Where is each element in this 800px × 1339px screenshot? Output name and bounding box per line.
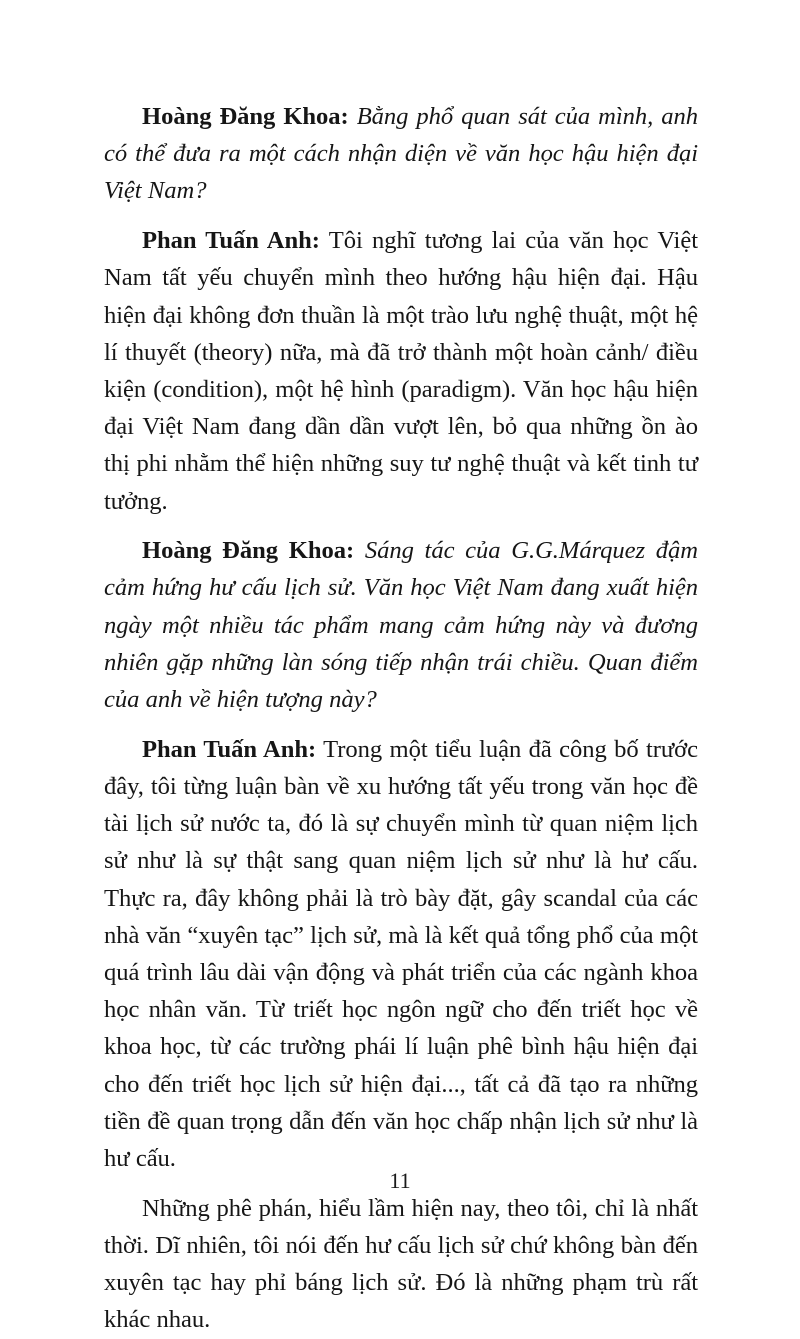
paragraph-answer-2-continued <box>104 1190 698 1339</box>
paragraph-answer-2-text: Trong một tiểu luận đã công bố trước đây, tôi từng luận bàn về xu hướng tất yếu trong văn học đề tài lịch sử nước ta, đó là sự chuyển mình từ quan niệm lịch sử như là sự thật sang quan niệm lịch sử như là hư cấu. Thực ra, đây không phải là trò bày đặt, gây scandal của các nhà văn “xuyên tạc” lịch sử, mà là kết quả tổng phổ của một quá trình lâu dài vận động và phát triển của các ngành khoa học nhân văn. Từ triết học ngôn ngữ cho đến triết học về khoa học, từ các trường phái lí luận phê bình hậu hiện đại cho đến triết học lịch sử hiện đại..., tất cả đã tạo ra những tiền đề quan trọng dẫn đến văn học chấp nhận lịch sử như là hư cấu. <box>104 735 698 1172</box>
paragraph-question-2 <box>104 532 698 718</box>
page-text-block <box>104 98 698 1339</box>
paragraph-answer-2-continued-text: Những phê phán, hiểu lầm hiện nay, theo tôi, chỉ là nhất thời. Dĩ nhiên, tôi nói đến hư cấu lịch sử chứ không bàn đến xuyên tạc hay phỉ báng lịch sử. Đó là những phạm trù rất khác nhau. <box>104 1194 698 1334</box>
paragraph-answer-1-text: Tôi nghĩ tương lai của văn học Việt Nam tất yếu chuyển mình theo hướng hậu hiện đại. Hậu hiện đại không đơn thuần là một trào lưu nghệ thuật, một hệ lí thuyết (theory) nữa, mà đã trở thành một hoàn cảnh/ điều kiện (condition), một hệ hình (paradigm). Văn học hậu hiện đại Việt Nam đang dần dần vượt lên, bỏ qua những ồn ào thị phi nhằm thể hiện những suy tư nghệ thuật và kết tinh tư tưởng. <box>104 227 698 515</box>
paragraph-answer-1 <box>104 222 698 520</box>
speaker-label-interviewer-1: Hoàng Đăng Khoa: <box>142 103 349 130</box>
paragraph-question-1 <box>104 98 698 210</box>
speaker-label-interviewee-2: Phan Tuấn Anh: <box>142 735 317 763</box>
paragraph-question-1-text: Bằng phổ quan sát của mình, anh có thể đưa ra một cách nhận diện về văn học hậu hiện đại Việt Nam? <box>104 103 698 205</box>
speaker-label-interviewee-1: Phan Tuấn Anh: <box>142 227 320 255</box>
speaker-label-interviewer-2: Hoàng Đăng Khoa: <box>142 537 355 565</box>
paragraph-question-2-text: Sáng tác của G.G.Márquez đậm cảm hứng hư cấu lịch sử. Văn học Việt Nam đang xuất hiện ngày một nhiều tác phẩm mang cảm hứng này và đương nhiên gặp những làn sóng tiếp nhận trái chiều. Quan điểm của anh về hiện tượng này? <box>104 537 698 714</box>
page-number: 11 <box>389 1168 411 1193</box>
paragraph-answer-2 <box>104 731 698 1177</box>
